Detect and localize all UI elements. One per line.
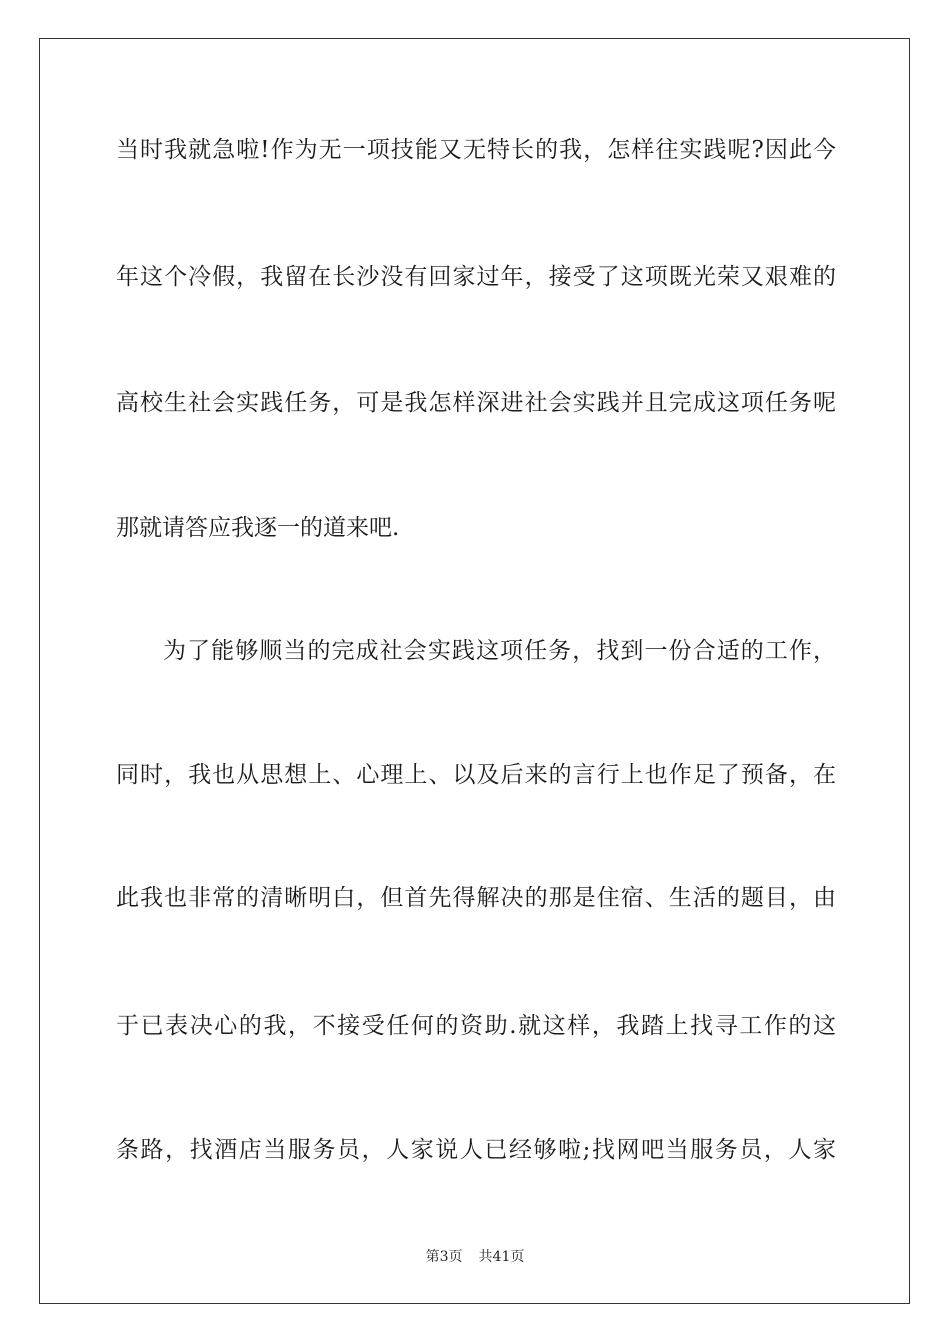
page-number: 第3页 [425, 1249, 463, 1265]
text-line: 此我也非常的清晰明白，但首先得解决的那是住宿、生活的题目，由 [116, 885, 836, 911]
page-footer [0, 1248, 950, 1266]
text-line: 条路，找酒店当服务员，人家说人已经够啦;找网吧当服务员，人家 [116, 1137, 836, 1163]
text-line: 于已表决心的我，不接受任何的资助.就这样，我踏上找寻工作的这 [116, 1013, 836, 1039]
page-frame [39, 38, 910, 1304]
text-line: 年这个冷假，我留在长沙没有回家过年，接受了这项既光荣又艰难的 [116, 264, 836, 290]
text-line: 高校生社会实践任务，可是我怎样深进社会实践并且完成这项任务呢 [116, 390, 836, 416]
text-line: 那就请答应我逐一的道来吧. [116, 515, 400, 541]
page-total: 共41页 [478, 1249, 525, 1265]
text-line: 同时，我也从思想上、心理上、以及后来的言行上也作足了预备，在 [116, 762, 836, 788]
text-line: 当时我就急啦!作为无一项技能又无特长的我，怎样往实践呢?因此今 [116, 137, 836, 163]
text-line-paragraph-start: 为了能够顺当的完成社会实践这项任务，找到一份合适的工作， [163, 638, 836, 664]
